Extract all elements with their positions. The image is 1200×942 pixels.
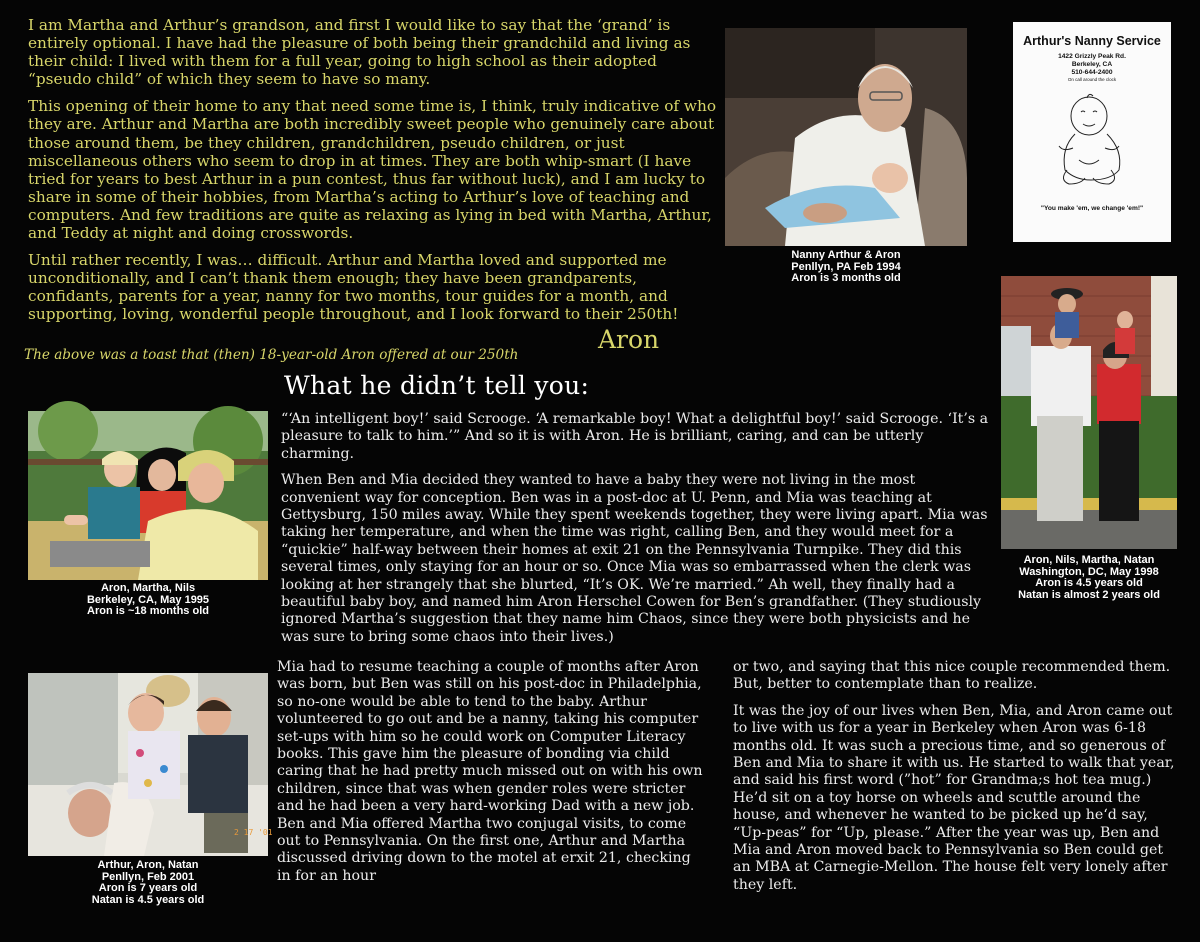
intro-paragraph: I am Martha and Arthur’s grandson, and first I would like to say that the ‘grand’ is entirely optional. I have had the pleasure of both being their grandchild and living as their child: I lived with them for a full year, going to high school as their adopted “pseudo child” of which they seem to have so many. [28, 16, 691, 89]
caption-line: Aron is 7 years old [98, 882, 198, 894]
caption-penllyn-2001 [38, 860, 258, 906]
card-slogan: "You make 'em, we change 'em!" [1040, 205, 1144, 212]
story-column-2 [733, 659, 1179, 903]
card-address-line: 1422 Grizzly Peak Rd. [1058, 53, 1126, 60]
caption-nanny [740, 250, 952, 285]
signature: Aron [598, 325, 660, 354]
caption-line: Penllyn, PA Feb 1994 [791, 260, 901, 273]
photo-date-stamp: 2 17 '01 [234, 828, 273, 837]
nanny-service-card [1013, 22, 1171, 242]
intro-paragraph: This opening of their home to any that need some time is, I think, truly indicative of who they are. Arthur and Martha are both incredibly sweet people who genuinely care about those around them, be they children, grandchildren, pseudo children, or just miscellaneous others who seem to drop in at times. They are both whip-smart (I have tried for years to best Arthur in a pun contest, thus far without luck), and I am lucky to share in some of their hobbies, from Martha’s acting to Arthur’s love of teaching and computers. And few traditions are quite as relaxing as lying in bed with Martha, Arthur, and Teddy at night and doing crosswords. [28, 97, 717, 243]
card-title: Arthur's Nanny Service [1023, 34, 1161, 48]
caption-line: Aron, Nils, Martha, Natan [1023, 554, 1155, 566]
caption-line: Aron is ~18 months old [87, 605, 209, 617]
caption-washington [1002, 555, 1176, 601]
photo-berkeley-1995 [28, 411, 268, 580]
caption-line: Aron is 4.5 years old [1035, 577, 1143, 589]
baby-drawing-icon [1047, 86, 1137, 196]
story-paragraph: “‘An intelligent boy!’ said Scrooge. ‘A remarkable boy! What a delightful boy!’ said Scrooge. ‘It’s a pleasure to talk to him.’” And so it is with Aron. He is brilliant, caring, and can be utterly charming. [281, 411, 989, 462]
story-top [281, 411, 995, 655]
story-paragraph: It was the joy of our lives when Ben, Mia, and Aron came out to live with us for a year in Berkeley when Aron was 6-18 months old. It was such a precious time, and so generous of Ben and Mia to share it with us. He started to walk that year, and said his first word (”hot” for Grandma;s hot tea mug.) He’d sit on a toy horse on wheels and scuttle around the house, and whenever he wanted to be picked up he‘d say, “Up-peas” for “Up, please.” After the year was up, Ben and Mia and Aron moved back to Pennsylvania so Ben could get an MBA at Carnegie-Mellon. The house felt very lonely after they left. [733, 702, 1175, 893]
card-address-line: Berkeley, CA [1071, 61, 1113, 68]
card-hours: On call around the clock [1067, 77, 1117, 82]
story-paragraph: Mia had to resume teaching a couple of months after Aron was born, but Ben was still on his post-doc in Philadelphia, so no-one would be able to tend to the baby. Arthur volunteered to go out and be a nanny, taking his computer set-ups with him so he could work on Computer Literacy books. This gave him the pleasure of bonding via child caring that he had pretty much missed out on with his own children, since that was when gender roles were stricter and he had been a very hard-working Dad with a new job. Ben and Mia offered Martha two conjugal visits, to come out to Pennsylvania. On the first one, Arthur and Martha discussed driving down to the motel at erxit 21, checking in for an hour [277, 659, 703, 884]
photo-nanny-arthur-aron [725, 28, 967, 246]
caption-line: Natan is 4.5 years old [91, 893, 205, 906]
toast-note: The above was a toast that (then) 18-year-old Aron offered at our 250th [24, 347, 519, 363]
section-heading: What he didn’t tell you: [284, 371, 590, 400]
card-phone: 510-644-2400 [1071, 69, 1113, 76]
story-paragraph: When Ben and Mia decided they wanted to have a baby they were not living in the most convenient way for conception. Ben was in a post-doc at U. Penn, and Mia was teaching at Gettysburg, 150 miles away. While they spent weekends together, they were living apart. Mia was taking her temperature, and when the time was right, calling Ben, and they would meet for a “quickie” half-way between their homes at exit 21 on the Pennsylvania Turnpike. They did this several times, only staying for an hour or so. Once Mia was so embarrassed when the clerk was looking at her strangely that she blurted, “It’s OK. We’re married.” Ah well, they finally had a beautiful baby boy, and named him Aron Herschel Cowen for Ben’s grandfather. (They studiously ignored Martha’s suggestion that they name him Chaos, since they were both physicists and he was sure to bring some chaos into their lives.) [281, 472, 988, 645]
caption-line: Aron, Martha, Nils [100, 582, 196, 594]
story-paragraph: or two, and saying that this nice couple recommended them. But, better to contemplate than to realize. [733, 659, 1171, 693]
story-column-1 [277, 659, 704, 894]
intro-toast [28, 16, 718, 333]
photo-washington-family [1001, 276, 1177, 549]
caption-line: Natan is almost 2 years old [1018, 588, 1160, 601]
caption-line: Washington, DC, May 1998 [1019, 565, 1159, 578]
caption-line: Penllyn, Feb 2001 [101, 870, 195, 883]
photo-penllyn-2001 [28, 673, 273, 856]
intro-paragraph: Until rather recently, I was… difficult. Arthur and Martha loved and supported me unconditionally, and I can’t thank them enough; they have been grandparents, confidants, parents for a year, nanny for two months, tour guides for a month, and supporting, loving, wonderful people throughout, and I look forward to their 250th! [28, 251, 679, 324]
caption-line: Arthur, Aron, Natan [97, 859, 199, 871]
caption-line: Nanny Arthur & Aron [791, 249, 901, 261]
caption-berkeley [38, 583, 258, 618]
caption-line: Berkeley, CA, May 1995 [86, 593, 210, 606]
caption-line: Aron is 3 months old [791, 272, 901, 284]
